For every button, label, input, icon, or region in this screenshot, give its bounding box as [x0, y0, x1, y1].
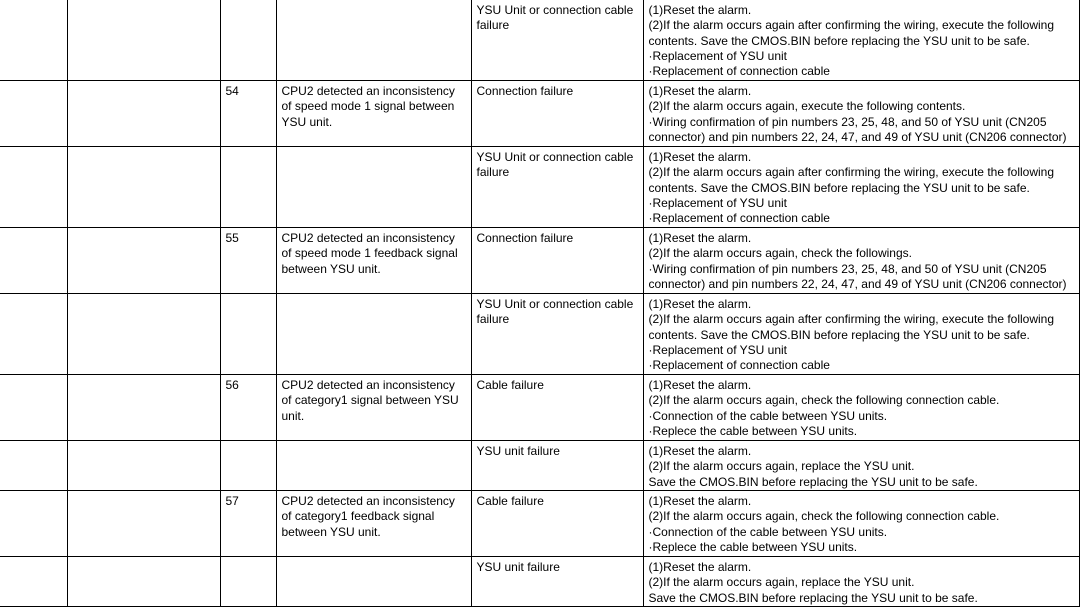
alarm-number-cell	[220, 294, 276, 375]
remedy-line: ·Replacement of YSU unit	[648, 195, 788, 210]
remedy-line: (2)If the alarm occurs again after confirming the wiring, execute the following	[648, 18, 1055, 33]
remedy-line: ·Connection of the cable between YSU units.	[648, 408, 888, 423]
cause-cell: YSU Unit or connection cable failure	[471, 147, 643, 228]
description-cell	[276, 557, 471, 607]
cause-cell: Connection failure	[471, 228, 643, 294]
category-cell	[0, 441, 67, 491]
remedy-line: ·Replacement of YSU unit	[648, 342, 788, 357]
table-row	[0, 294, 1079, 375]
group-cell	[67, 557, 220, 607]
remedy-line: contents. Save the CMOS.BIN before replacing the YSU unit to be safe.	[648, 33, 1030, 48]
remedy-cell	[643, 557, 1079, 607]
description-cell	[276, 0, 471, 81]
remedy-cell	[643, 81, 1079, 147]
alarm-number-cell: 55	[220, 228, 276, 294]
group-cell	[67, 375, 220, 441]
group-cell	[67, 294, 220, 375]
alarm-number-cell	[220, 147, 276, 228]
cause-cell: YSU Unit or connection cable failure	[471, 0, 643, 81]
remedy-line: ·Connection of the cable between YSU units.	[648, 524, 888, 539]
remedy-line: ·Replece the cable between YSU units.	[648, 423, 858, 438]
remedy-cell	[643, 228, 1079, 294]
remedy-line: contents. Save the CMOS.BIN before replacing the YSU unit to be safe.	[648, 327, 1030, 342]
remedy-line: ·Replacement of YSU unit	[648, 48, 788, 63]
remedy-line: connector) and pin numbers 22, 24, 47, and 49 of YSU unit (CN206 connector)	[648, 276, 1067, 291]
remedy-line: (2)If the alarm occurs again, check the following connection cable.	[648, 393, 1000, 408]
remedy-line: Save the CMOS.BIN before replacing the YSU unit to be safe.	[648, 474, 978, 489]
group-cell	[67, 441, 220, 491]
alarm-number-cell: 56	[220, 375, 276, 441]
table-row	[0, 228, 1079, 294]
category-cell	[0, 375, 67, 441]
remedy-line: (2)If the alarm occurs again, execute the following contents.	[648, 99, 966, 114]
remedy-cell	[643, 491, 1079, 557]
table-row	[0, 491, 1079, 557]
remedy-line: (2)If the alarm occurs again after confirming the wiring, execute the following	[648, 312, 1055, 327]
category-cell	[0, 228, 67, 294]
remedy-line: (1)Reset the alarm.	[648, 560, 752, 574]
remedy-line: Save the CMOS.BIN before replacing the YSU unit to be safe.	[648, 590, 978, 605]
group-cell	[67, 0, 220, 81]
cause-cell: Cable failure	[471, 375, 643, 441]
remedy-line: (1)Reset the alarm.	[648, 444, 752, 458]
group-cell	[67, 81, 220, 147]
remedy-line: (1)Reset the alarm.	[648, 231, 752, 245]
remedy-cell	[643, 294, 1079, 375]
alarm-number-cell: 57	[220, 491, 276, 557]
remedy-line: contents. Save the CMOS.BIN before replacing the YSU unit to be safe.	[648, 180, 1030, 195]
remedy-line: (2)If the alarm occurs again, replace the YSU unit.	[648, 575, 915, 590]
alarm-number-cell	[220, 441, 276, 491]
category-cell	[0, 0, 67, 81]
description-cell	[276, 147, 471, 228]
description-cell: CPU2 detected an inconsistency of speed mode 1 feedback signal between YSU unit.	[276, 228, 471, 294]
table-row	[0, 81, 1079, 147]
table-row	[0, 0, 1079, 81]
remedy-line: (2)If the alarm occurs again, check the followings.	[648, 246, 912, 261]
group-cell	[67, 491, 220, 557]
remedy-cell	[643, 0, 1079, 81]
remedy-line: connector) and pin numbers 22, 24, 47, and 49 of YSU unit (CN206 connector)	[648, 129, 1067, 144]
group-cell	[67, 147, 220, 228]
remedy-line: (1)Reset the alarm.	[648, 84, 752, 98]
cause-cell: YSU Unit or connection cable failure	[471, 294, 643, 375]
remedy-cell	[643, 147, 1079, 228]
description-cell	[276, 441, 471, 491]
alarm-number-cell	[220, 557, 276, 607]
cause-cell: Connection failure	[471, 81, 643, 147]
remedy-line: ·Replacement of connection cable	[648, 64, 830, 79]
remedy-line: (1)Reset the alarm.	[648, 494, 752, 508]
remedy-line: (1)Reset the alarm.	[648, 3, 752, 17]
table-row	[0, 375, 1079, 441]
table-row	[0, 557, 1079, 607]
description-cell	[276, 294, 471, 375]
remedy-line: (1)Reset the alarm.	[648, 150, 752, 164]
alarm-number-cell: 54	[220, 81, 276, 147]
alarm-number-cell	[220, 0, 276, 81]
cause-cell: YSU unit failure	[471, 557, 643, 607]
table-row	[0, 147, 1079, 228]
description-cell: CPU2 detected an inconsistency of speed mode 1 signal between YSU unit.	[276, 81, 471, 147]
category-cell	[0, 294, 67, 375]
remedy-line: ·Replece the cable between YSU units.	[648, 539, 858, 554]
remedy-cell	[643, 375, 1079, 441]
cause-cell: Cable failure	[471, 491, 643, 557]
remedy-line: (1)Reset the alarm.	[648, 297, 752, 311]
remedy-line: (2)If the alarm occurs again, check the following connection cable.	[648, 509, 1000, 524]
category-cell	[0, 557, 67, 607]
cause-cell: YSU unit failure	[471, 441, 643, 491]
remedy-line: (2)If the alarm occurs again after confirming the wiring, execute the following	[648, 165, 1055, 180]
group-cell	[67, 228, 220, 294]
remedy-line: (1)Reset the alarm.	[648, 378, 752, 392]
category-cell	[0, 81, 67, 147]
category-cell	[0, 147, 67, 228]
remedy-line: (2)If the alarm occurs again, replace the YSU unit.	[648, 459, 915, 474]
remedy-cell	[643, 441, 1079, 491]
description-cell: CPU2 detected an inconsistency of category1 feedback signal between YSU unit.	[276, 491, 471, 557]
description-cell: CPU2 detected an inconsistency of category1 signal between YSU unit.	[276, 375, 471, 441]
remedy-line: ·Wiring confirmation of pin numbers 23, 25, 48, and 50 of YSU unit (CN205	[648, 114, 1047, 129]
category-cell	[0, 491, 67, 557]
remedy-line: ·Replacement of connection cable	[648, 358, 830, 373]
remedy-line: ·Replacement of connection cable	[648, 211, 830, 226]
table-row	[0, 441, 1079, 491]
remedy-line: ·Wiring confirmation of pin numbers 23, 25, 48, and 50 of YSU unit (CN205	[648, 261, 1047, 276]
